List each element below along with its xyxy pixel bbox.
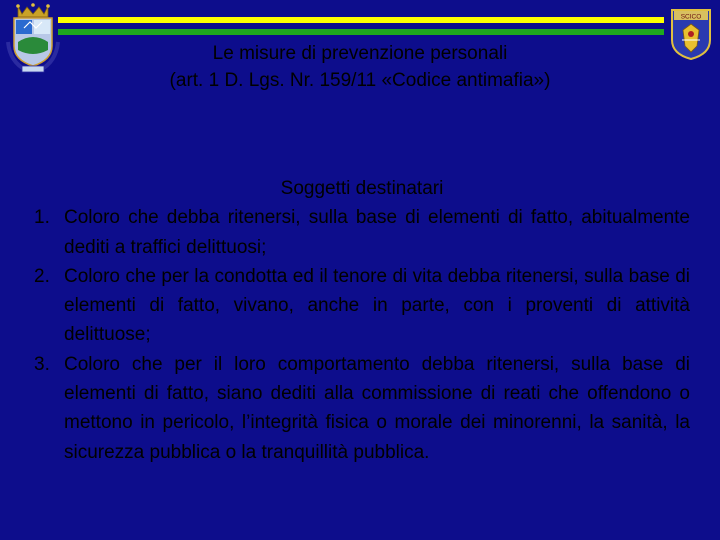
police-crest-icon: [4, 2, 62, 74]
list-item-text: Coloro che per il loro comportamento debba ritenersi, sulla base di elementi di fatto, siano dediti alla commissione di reati che offendono o mettono in pericolo, l’integrità fisica o morale dei minorenni, la sanità, la sicurezza pubblica o la tranquillità pubblica.: [64, 353, 690, 463]
section-subtitle: Soggetti destinatari: [280, 178, 444, 199]
header-stripe-yellow: [58, 17, 664, 23]
list-item-number: 3.: [34, 353, 50, 375]
header-stripe-green: [58, 29, 664, 35]
page-title: [90, 40, 630, 94]
list-item-number: 1.: [34, 207, 50, 229]
list-item: [34, 203, 690, 262]
page-title-line-1: Le misure di prevenzione personali: [212, 43, 508, 64]
list-item-number: 2.: [34, 265, 50, 287]
list-item: [34, 350, 690, 467]
list-item-text: Coloro che debba ritenersi, sulla base di elementi di fatto, abitualmente dediti a traffici delittuosi;: [64, 207, 690, 258]
slide-body: [34, 174, 690, 467]
list-item: [34, 262, 690, 350]
scico-badge-icon: [670, 6, 712, 60]
page-title-line-2: (art. 1 D. Lgs. Nr. 159/11 «Codice antimafia»): [169, 70, 551, 91]
scico-badge-text: SCICO: [680, 13, 702, 21]
list-item-text: Coloro che per la condotta ed il tenore di vita debba ritenersi, sulla base di elementi di fatto, vivano, anche in parte, con i proventi di attività delittuose;: [64, 265, 690, 346]
